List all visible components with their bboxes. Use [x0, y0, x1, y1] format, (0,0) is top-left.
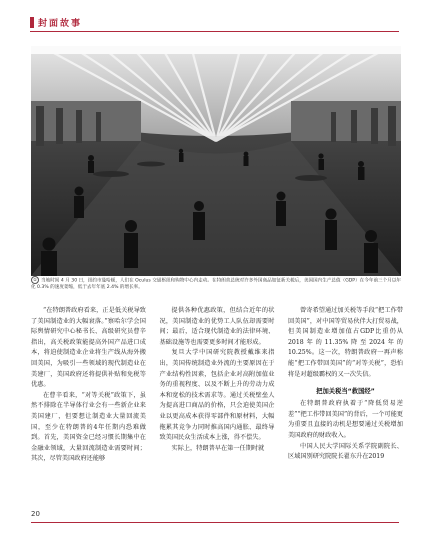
photo-caption-icon: ① [31, 276, 39, 284]
header-divider [30, 31, 399, 32]
article-photo [31, 46, 401, 276]
photo-caption [31, 276, 403, 292]
page-number: 20 [31, 510, 40, 518]
paragraph: 中国人民大学国际关系学院副院长、区域国别研究院院长翟东升在2019 [288, 442, 403, 461]
section-title: 封面故事 [38, 18, 83, 29]
oculus-interior-photo [31, 46, 401, 276]
paragraph: 曾寄希望通过加关税等手段“把工作带回美国”，对中国等贸易伙伴大打贸易战，但美国制造业增加值占GDP比重仍从2018年的11.35%降至2024年的10.25%。这一次，特朗普政府一再声称能“把工作带回美国”的“对等关税”，恐怕将是对超级霸权的又一次失信。 [288, 307, 403, 378]
article-column-2 [160, 306, 275, 465]
paragraph: “在特朗普政府看来，正是低关税导致了美国制造业的大幅衰落。”察哈尔学会国际舆情研究中心秘书长、高级研究员曹辛指出，高关税政策能提高外国产品进口成本，将迫使制造业企业将生产线从海外搬回美国，为吸引一些领域的现代制造业在美建厂，美国政府还将提供补贴和免税等优惠。 [31, 307, 146, 389]
header-accent-bar [30, 17, 34, 28]
caption-text: 当地时间 4 月 30 日，纽约市曼哈顿，人们在 Oculus 交通枢纽和购物中心内走动。在特朗普总统对许多外国商品加征新关税后，美国国内生产总值（GDP）在今年前三个月以年化 0.3% 的速度萎缩，低于去年年底 2.4% 的增长率。 [31, 278, 402, 291]
paragraph: 提供各种优惠政策，但结合近年的状况，美国制造业的优势工人队伍却需要时间；最后，适合现代制造业的法律环境、基础设施等也需要更多时间才能形成。 [159, 307, 275, 346]
footer-divider [31, 522, 399, 523]
paragraph: 复旦大学中国研究院教授戴维来指出，美国传统制造业外流的主要原因在于产业结构性因素，包括企业对高附加值业务的重视程度、以及不断上升的劳动力成本和宽松的技术需求等。通过关税壁垒人为提高进口商品的价格，只会迫使美国企业以更高成本获得零部件和原材料，大幅拖累其竞争力同时推高国内通胀、最终导致美国民众生活成本上涨，得不偿失。 [159, 349, 275, 442]
article-column-3 [288, 306, 403, 465]
paragraph: 实际上，特朗普早在第一任期时就 [171, 444, 265, 452]
article-column-1 [31, 306, 146, 465]
paragraph: 在特朗普政府执着于“降低贸易逆差”“把工作带回美国”的背后，一个可能更为重要且直接的动机是想要通过关税增加美国政府的财政收入。 [288, 400, 403, 439]
article-body [31, 306, 403, 465]
paragraph: 在曹辛看来，“对等关税”政策下，虽然不排除在半导体行业会有一些新企业来美国建厂，但要想让制造业大量回流美国，至少在特朗普的4年任期内恐难做到。首先，美国资金已经习惯长期集中在金融业领域，大量回流制造业需要时间；其次，尽管美国政府还能够 [31, 391, 146, 463]
article-subheading: 把加关税当“救国经” [316, 388, 375, 396]
section-header [30, 14, 82, 30]
